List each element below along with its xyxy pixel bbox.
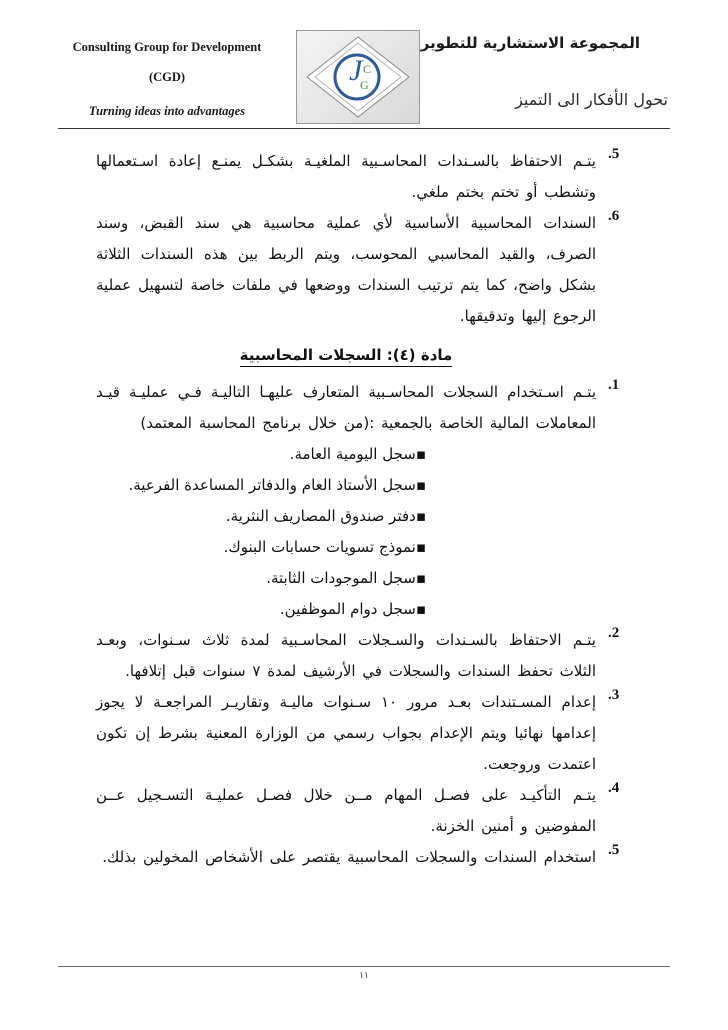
document-body bbox=[96, 140, 646, 873]
company-slogan-en: Turning ideas into advantages bbox=[88, 104, 246, 118]
item-text: يتـم التأكيـد على فصـل المهام مــن خلال فصـل عمليـة التسـجيل عــن المفوضين و أمنين الخزنة. bbox=[96, 786, 596, 835]
item-text: يتـم اسـتخدام السجلات المحاسـبية المتعارف عليهـا التاليـة فـي عمليـة قيـد المعاملات المالية الخاصة بالجمعية :(من خلال برنامج المحاسبة المعتمد) bbox=[96, 383, 596, 432]
item-text: استخدام السندات والسجلات المحاسبية يقتصر على الأشخاص المخولين بذلك. bbox=[102, 848, 596, 866]
bullet-item: ▪سجل اليومية العامة. bbox=[289, 445, 426, 463]
list-item bbox=[96, 842, 646, 873]
company-name-en: Consulting Group for Development bbox=[72, 40, 262, 54]
bullet-item: ▪نموذج تسويات حسابات البنوك. bbox=[223, 538, 426, 556]
company-name-ar: المجموعة الاستشارية للتطوير bbox=[420, 34, 640, 52]
section-heading-text: مادة (٤): السجلات المحاسبية bbox=[240, 346, 453, 367]
bullet-item: ▪دفتر صندوق المصاريف النثرية. bbox=[225, 507, 426, 525]
records-list bbox=[96, 439, 596, 625]
bullet-item: ▪سجل دوام الموظفين. bbox=[279, 600, 426, 618]
bullet-item: ▪سجل الأستاذ العام والدفاتر المساعدة الفرعية. bbox=[128, 476, 426, 494]
logo-letter-g: G bbox=[360, 78, 369, 92]
list-item bbox=[96, 208, 646, 332]
header-divider bbox=[58, 128, 670, 129]
item-number: .1 bbox=[608, 377, 620, 393]
list-item bbox=[96, 377, 646, 439]
item-number: .4 bbox=[608, 780, 620, 796]
item-number: .5 bbox=[608, 842, 620, 858]
item-text: يتـم الاحتفاظ بالسـندات المحاسـبية الملغيـة بشكـل يمنـع إعادة اسـتعمالها وتشطب أو تختم بختم ملغي. bbox=[96, 152, 596, 201]
list-item bbox=[96, 625, 646, 687]
company-slogan-ar: تحول الأفكار الى التميز bbox=[515, 90, 668, 109]
logo-letter-j: J bbox=[349, 54, 363, 87]
list-item bbox=[96, 780, 646, 842]
logo-letter-c: C bbox=[363, 62, 372, 76]
bullet-item: ▪سجل الموجودات الثابتة. bbox=[266, 569, 426, 587]
item-number: .3 bbox=[608, 687, 620, 703]
item-text: إعدام المسـتندات بعـد مرور ١٠ سـنوات ماليـة وتقاريـر المراجعـة لا يجوز إعدامها نهائيا ويتم الإعدام بجواب رسمي من الوزارة المعنية بشرط إن تكون اعتمدت وروجعت. bbox=[96, 693, 596, 773]
page-number: ١١ bbox=[359, 971, 369, 981]
list-item bbox=[96, 687, 646, 780]
page-header bbox=[0, 0, 728, 140]
list-item bbox=[96, 146, 646, 208]
section-heading bbox=[96, 340, 596, 371]
item-text: يتـم الاحتفاظ بالسـندات والسـجلات المحاسـبية لمدة ثلاث سـنوات، وبعـد الثلاث تحفظ السندات والسجلات في الأرشيف لمدة ٧ سنوات قبل إتلافها. bbox=[96, 631, 596, 680]
company-abbreviation: (CGD) bbox=[148, 70, 186, 84]
item-number: .2 bbox=[608, 625, 620, 641]
item-number: .6 bbox=[608, 208, 620, 224]
item-number: .5 bbox=[608, 146, 620, 162]
item-text: السندات المحاسبية الأساسية لأي عملية محاسبية هي سند القبض، وسند الصرف، والقيد المحاسبي المحوسب، ويتم الربط بين هذه السندات الثلاثة بشكل واضح، كما يتم ترتيب السندات ووضعها في ملفات خاصة لتسهيل عملية الرجوع إليها وتدقيقها. bbox=[96, 214, 596, 325]
footer-divider bbox=[58, 966, 670, 967]
